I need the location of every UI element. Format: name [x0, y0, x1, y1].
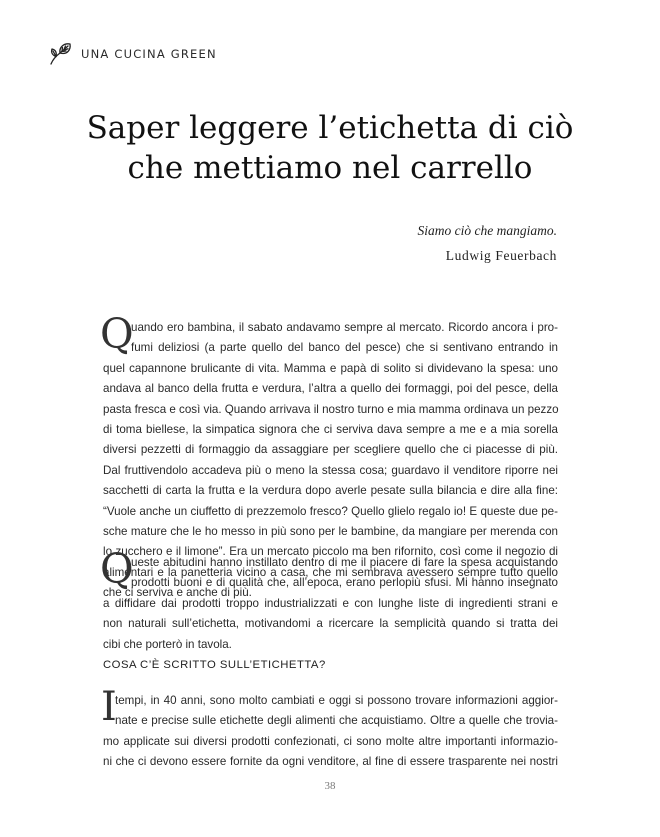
chapter-title-line-2: che mettiamo nel carrello	[127, 150, 533, 186]
text-line: pasta fresca e così via. Quando arrivava il nostro turno e mia mamma ordinava un pezzo	[103, 402, 559, 416]
text-line: cibi che porterò in tavola.	[103, 637, 232, 651]
text-line: prodotti buoni e di qualità che, all’epoca, erano perlopiù sfusi. Mi hanno insegnato	[131, 576, 558, 590]
text-line: a diffidare dai prodotti troppo industrializzati e con lunghe liste di ingredienti strani e	[103, 596, 558, 610]
page-number: 38	[324, 780, 336, 792]
chapter-title-line-1: Saper leggere l’etichetta di ciò	[86, 110, 574, 146]
text-line: lo zucchero e il limone”. Era un mercato piccolo ma ben rifornito, così come il negozio di	[103, 545, 558, 559]
drop-cap: I	[101, 684, 117, 730]
epigraph-author: Ludwig Feuerbach	[445, 248, 557, 263]
text-line: Dal fruttivendolo accadeva più o meno la stessa cosa; guardavo il venditore riporre nei	[103, 463, 558, 477]
text-line: sche mature che le ho messo in più sono per le bambine, da mangiare per merenda con	[103, 525, 558, 539]
text-line: di toma biellese, la simpatica signora che ci serviva dava sempre a me e a mia sorella	[103, 423, 558, 437]
text-line: alimentari e la panetteria vicino a casa, che mi sembrava avessero sempre tutto quello	[103, 565, 558, 579]
text-line: ueste abitudini hanno instillato dentro di me il piacere di fare la spesa acquistando	[131, 556, 558, 569]
text-line: tempi, in 40 anni, sono molto cambiati e oggi si possono trovare informazioni aggior-	[115, 694, 558, 707]
section-heading: COSA C’È SCRITTO SULL’ETICHETTA?	[103, 659, 326, 671]
text-line: “Vuole anche un ciuffetto di prezzemolo fresco? Quello glielo regalo io! E queste due pe-	[103, 504, 558, 518]
text-line: quel capannone brulicante di vita. Mamma e papà di solito si dividevano la spesa: uno	[103, 361, 558, 375]
text-line: che ci serviva e anche di più.	[103, 586, 252, 600]
leaf-icon	[47, 41, 73, 67]
drop-cap: Q	[100, 545, 134, 593]
epigraph-quote: Siamo ciò che mangiamo.	[417, 223, 557, 238]
drop-cap: Q	[100, 310, 134, 358]
text-line: andava al banco della frutta e verdura, l’altra a quello dei formaggi, poi del pesce, della	[103, 382, 558, 396]
text-line: diversi pezzetti di formaggio da assaggiare per scegliere quello che ci piacesse di più.	[103, 443, 558, 457]
text-line: ni che ci devono essere fornite da ogni venditore, al fine di essere trasparente nei nostri	[103, 755, 558, 769]
body-paragraph	[103, 553, 558, 655]
epigraph	[418, 218, 557, 268]
running-header	[47, 41, 217, 67]
text-line: uando ero bambina, il sabato andavamo sempre al mercato. Ricordo ancora i pro-	[131, 321, 558, 334]
text-line: sacchetti di carta la frutta e la verdura dopo averle pesate sulla bilancia e dire alla fine:	[103, 484, 558, 498]
running-title: UNA CUCINA GREEN	[81, 47, 217, 61]
text-line: non naturali sull’etichetta, motivandomi a ricercare la semplicità quando si tratta dei	[103, 617, 558, 631]
text-line: nate e precise sulle etichette degli alimenti che acquistiamo. Oltre a quelle che trovia-	[115, 714, 558, 728]
body-paragraph	[103, 691, 558, 773]
text-line: fumi deliziosi (a parte quello del banco del pesce) che si sentivano entrando in	[131, 341, 558, 355]
text-line: mo applicate sui diversi prodotti confezionati, ci sono molte altre importanti informazio-	[103, 734, 558, 748]
chapter-title	[0, 108, 660, 188]
